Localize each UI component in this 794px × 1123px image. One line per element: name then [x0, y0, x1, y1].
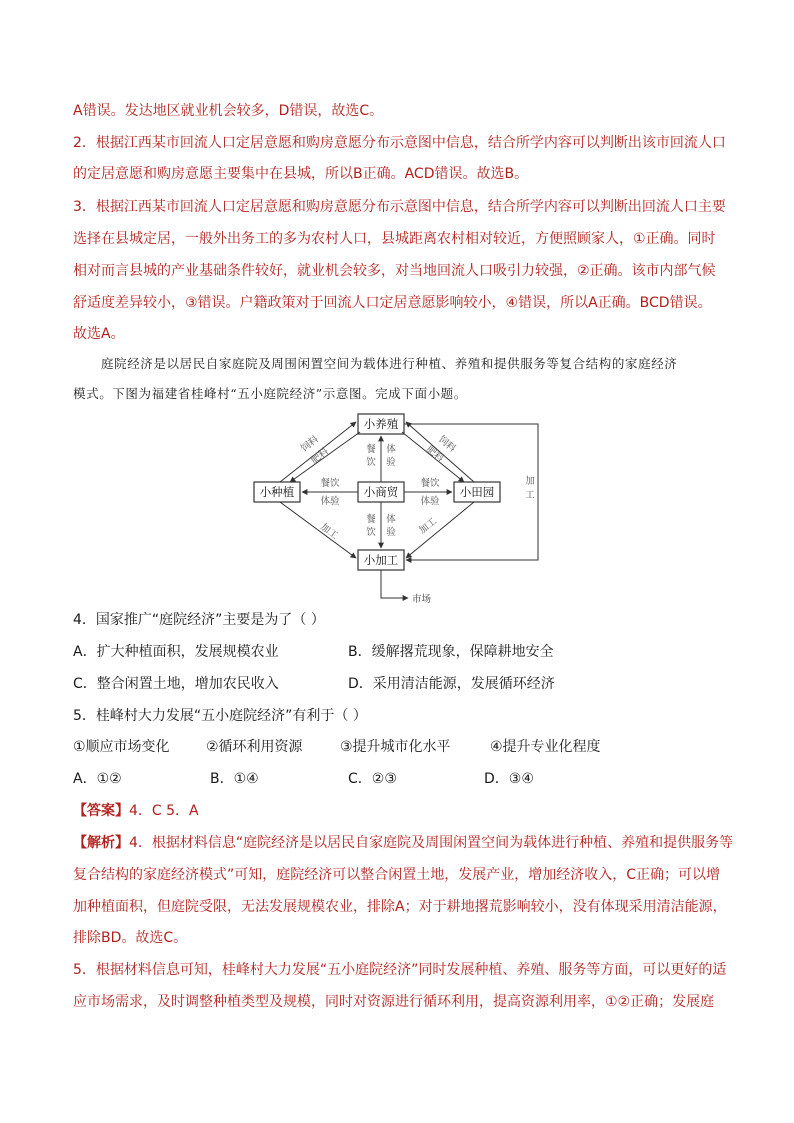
- q5-option-b: B．①④: [210, 771, 259, 787]
- label-cy-left: 餐饮: [320, 478, 340, 489]
- node-left: 小种植: [259, 485, 295, 499]
- label-proc-right: 加工: [417, 515, 439, 537]
- label-feed-right: 饲料: [436, 433, 458, 455]
- q3-explanation-line-1: 3．根据江西某市回流人口定居意愿和购房意愿分布示意图中信息，结合所学内容可以判断出回流人口主要: [73, 199, 726, 215]
- q3-explanation-line-2: 选择在县城定居，一般外出务工的多为农村人口，县城距离农村相对较近，方便照顾家人，①正确。同时: [73, 231, 716, 247]
- q4-stem: 4．国家推广“庭院经济”主要是为了（ ）: [73, 612, 325, 628]
- q5-stem: 5．桂峰村大力发展“五小庭院经济”有利于（ ）: [73, 708, 367, 724]
- q5-option-d: D．③④: [484, 771, 534, 787]
- label-ty-bot-a: 体: [386, 514, 396, 525]
- label-cy-right: 餐饮: [420, 478, 440, 489]
- q5-option-a: A．①②: [73, 771, 122, 787]
- node-top: 小养殖: [363, 417, 399, 431]
- node-center: 小商贸: [363, 485, 399, 499]
- node-right: 小田园: [459, 485, 495, 499]
- q3-explanation-line-3: 相对而言县城的产业基础条件较好，就业机会较多，对当地回流人口吸引力较强，②正确。该市内部气候: [73, 263, 716, 279]
- label-ty-top-a: 体: [386, 444, 396, 455]
- q4-option-c: C．整合闲置土地，增加农民收入: [73, 676, 279, 692]
- analysis-a4-line-1: 4．根据材料信息“庭院经济是以居民自家庭院及周围闲置空间为载体进行种植、养殖和提供服务等: [129, 835, 734, 851]
- label-cy-bot-a: 餐: [366, 514, 376, 525]
- label-fert-left: 肥料: [309, 445, 331, 467]
- q5-statement-3: ③提升城市化水平: [340, 739, 451, 755]
- analysis-a4-line-3: 加种植面积，但庭院受限，无法发展规模农业，排除A；对于耕地撂荒影响较小，没有体现采用清洁能源，: [73, 899, 727, 915]
- market-arrow: [381, 570, 408, 598]
- material-line-2: 模式。下图为福建省桂峰村“五小庭院经济”示意图。完成下面小题。: [73, 386, 467, 401]
- analysis-a4-line-4: 排除BD。故选C。: [73, 930, 188, 946]
- answer-line: [73, 801, 199, 821]
- analysis-a5-line-2: 应市场需求，及时调整种植类型及规模，同时对资源进行循环利用，提高资源利用率，①②正确；发展庭: [73, 994, 715, 1010]
- q5-statement-4: ④提升专业化程度: [490, 739, 601, 755]
- label-feed-left: 饲料: [299, 433, 321, 455]
- label-proc-left: 加工: [318, 521, 341, 542]
- q3-explanation-line-4: 舒适度差异较小，③错误。户籍政策对于回流人口定居意愿影响较小，④错误，所以A正确。BCD错误。: [73, 295, 712, 311]
- q3-explanation-line-5: 故选A。: [73, 326, 125, 342]
- q4-option-b: B．缓解撂荒现象，保障耕地安全: [348, 644, 554, 660]
- analysis-a4-line-2: 复合结构的家庭经济模式”可知，庭院经济可以整合闲置土地，发展产业，增加经济收入，C正确；可以增: [73, 867, 721, 883]
- label-cy-top-a: 餐: [366, 444, 376, 455]
- label-ty-bot-b: 验: [386, 527, 396, 538]
- q4-option-d: D．采用清洁能源，发展循环经济: [348, 676, 555, 692]
- label-ty-right: 体验: [420, 496, 440, 507]
- prev-answer-line: A错误。发达地区就业机会较多，D错误，故选C。: [73, 103, 384, 119]
- answer-label: 【答案】: [73, 803, 129, 819]
- label-ty-top-b: 验: [386, 457, 396, 468]
- q5-option-c: C．②③: [348, 771, 397, 787]
- answer-text: 4．C 5．A: [129, 803, 199, 819]
- node-bottom: 小加工: [363, 553, 399, 567]
- q4-option-a: A．扩大种植面积，发展规模农业: [73, 644, 279, 660]
- analysis-label: 【解析】: [73, 835, 129, 851]
- label-fert-right: 肥料: [424, 443, 446, 465]
- label-ty-left: 体验: [320, 496, 340, 507]
- courtyard-economy-diagram: [250, 410, 550, 605]
- label-market: 市场: [412, 594, 432, 605]
- q5-statement-2: ②循环利用资源: [206, 739, 303, 755]
- material-line-1: 庭院经济是以居民自家庭院及周围闲置空间为载体进行种植、养殖和提供服务等复合结构的家庭经济: [101, 356, 678, 371]
- analysis-line-1: [73, 833, 733, 853]
- label-cy-top-b: 饮: [366, 457, 376, 468]
- arrow-right-to-bottom: [406, 502, 474, 558]
- label-cy-bot-b: 饮: [366, 527, 376, 538]
- q2-explanation-line-1: 2．根据江西某市回流人口定居意愿和购房意愿分布示意图中信息，结合所学内容可以判断出该市回流人口: [73, 135, 726, 151]
- q5-statement-1: ①顺应市场变化: [73, 739, 170, 755]
- label-proc-far-b: 工: [525, 490, 535, 501]
- analysis-a5-line-1: 5．根据材料信息可知，桂峰村大力发展“五小庭院经济”同时发展种植、养殖、服务等方面，可以更好的适: [73, 962, 727, 978]
- label-proc-far-a: 加: [525, 476, 535, 487]
- q2-explanation-line-2: 的定居意愿和购房意愿主要集中在县城，所以B正确。ACD错误。故选B。: [73, 166, 529, 182]
